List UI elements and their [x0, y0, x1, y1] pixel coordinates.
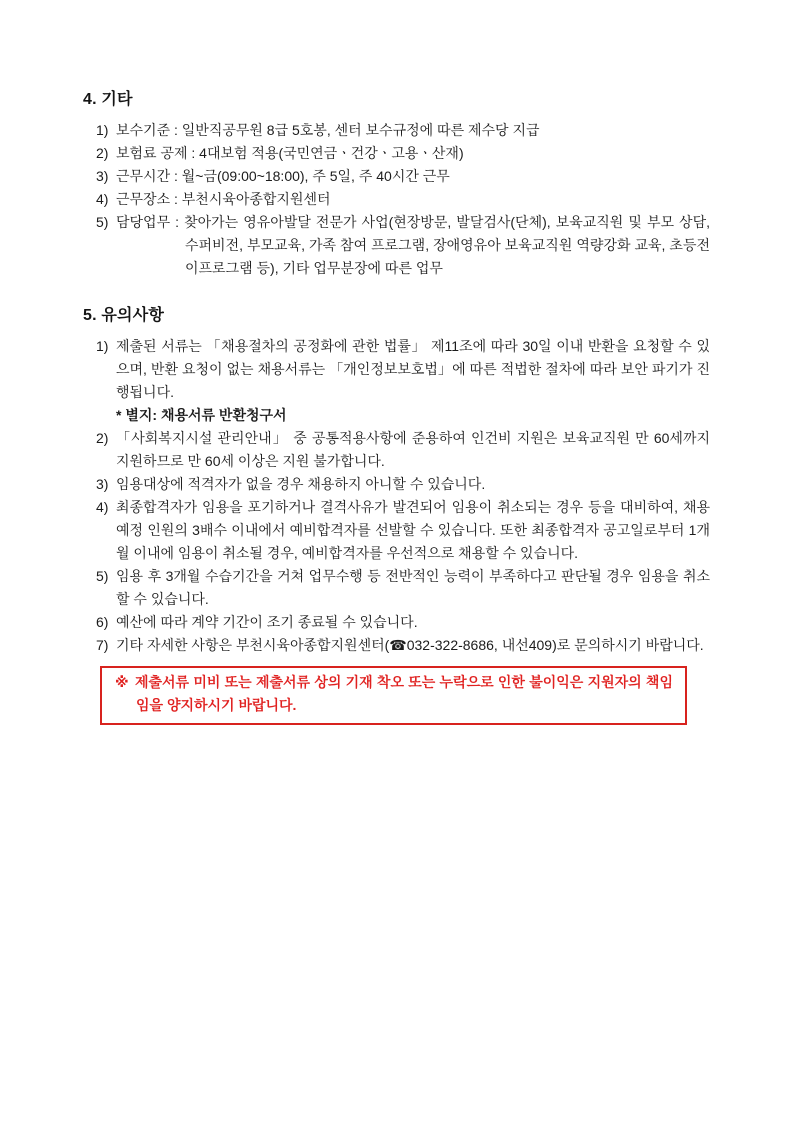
notice-text-body: 제출서류 미비 또는 제출서류 상의 기재 착오 또는 누락으로 인한 불이익은 지원자의 책임임을 양지하시기 바랍니다.: [134, 674, 673, 713]
list-item: [96, 634, 710, 657]
list-item: [96, 473, 710, 496]
list-item: [96, 496, 710, 565]
section-heading-notes: 5. 유의사항: [83, 307, 165, 324]
item-text: 보험료 공제 : 4대보험 적용(국민연금ㆍ건강ㆍ고용ㆍ산재): [116, 145, 464, 161]
list-item: [96, 142, 710, 165]
item-text: 임용 후 3개월 수습기간을 거쳐 업무수행 등 전반적인 능력이 부족하다고 판단될 경우 임용을 취소할 수 있습니다.: [116, 568, 710, 607]
item-note: * 별지: 채용서류 반환청구서: [116, 407, 287, 423]
section-others: [83, 90, 710, 280]
item-text: 최종합격자가 임용을 포기하거나 결격사유가 발견되어 임용이 취소되는 경우 등을 대비하여, 채용 예정 인원의 3배수 이내에서 예비합격자를 선발할 수 있습니다. 또한 최종합격자 공고일로부터 1개월 이내에 임용이 취소될 경우, 예비합격자를 우선적으로 채용할 수 있습니다.: [116, 499, 710, 561]
list-item: [96, 565, 710, 611]
notice-box: [100, 666, 687, 725]
section-heading-others: 4. 기타: [83, 91, 133, 108]
item-number: 1): [96, 338, 109, 354]
item-number: 4): [96, 191, 109, 207]
list-item: [96, 427, 710, 473]
item-number: 1): [96, 122, 109, 138]
item-number: 5): [96, 568, 109, 584]
item-number: 6): [96, 614, 109, 630]
item-number: 3): [96, 476, 109, 492]
reference-mark: ※: [115, 674, 129, 690]
item-number: 5): [96, 214, 109, 230]
item-text: 근무장소 : 부천시육아종합지원센터: [116, 191, 331, 207]
item-text: 근무시간 : 월~금(09:00~18:00), 주 5일, 주 40시간 근무: [116, 168, 450, 184]
list-item: [96, 335, 710, 427]
item-text: 담당업무 : 찾아가는 영유아발달 전문가 사업(현장방문, 발달검사(단체), 보육교직원 및 부모 상담, 수퍼비전, 부모교육, 가족 참여 프로그램, 장애영유아 보육교직원 역량강화 교육, 초등전이프로그램 등), 기타 업무분장에 따른 업무: [116, 214, 710, 276]
section-notes: [83, 306, 710, 657]
item-number: 3): [96, 168, 109, 184]
list-item: [96, 188, 710, 211]
item-number: 2): [96, 430, 109, 446]
item-text: 기타 자세한 사항은 부천시육아종합지원센터(☎032-322-8686, 내선409)로 문의하시기 바랍니다.: [116, 637, 704, 653]
list-item: [96, 211, 710, 280]
item-number: 7): [96, 637, 109, 653]
notice-text: [115, 671, 673, 717]
notes-item-list: [96, 335, 710, 657]
item-text: 임용대상에 적격자가 없을 경우 채용하지 아니할 수 있습니다.: [116, 476, 486, 492]
item-number: 4): [96, 499, 109, 515]
item-text: 제출된 서류는 「채용절차의 공정화에 관한 법률」 제11조에 따라 30일 이내 반환을 요청할 수 있으며, 반환 요청이 없는 채용서류는 「개인정보보호법」에 따른 적법한 절차에 따라 보안 파기가 진행됩니다.: [116, 338, 710, 400]
list-item: [96, 119, 710, 142]
item-text: 보수기준 : 일반직공무원 8급 5호봉, 센터 보수규정에 따른 제수당 지급: [116, 122, 540, 138]
item-text-block: [116, 335, 710, 427]
item-text: 예산에 따라 계약 기간이 조기 종료될 수 있습니다.: [116, 614, 418, 630]
list-item: [96, 611, 710, 634]
item-number: 2): [96, 145, 109, 161]
list-item: [96, 165, 710, 188]
item-text: 「사회복지시설 관리안내」 중 공통적용사항에 준용하여 인건비 지원은 보육교직원 만 60세까지 지원하므로 만 60세 이상은 지원 불가합니다.: [116, 430, 710, 469]
others-item-list: [96, 119, 710, 280]
